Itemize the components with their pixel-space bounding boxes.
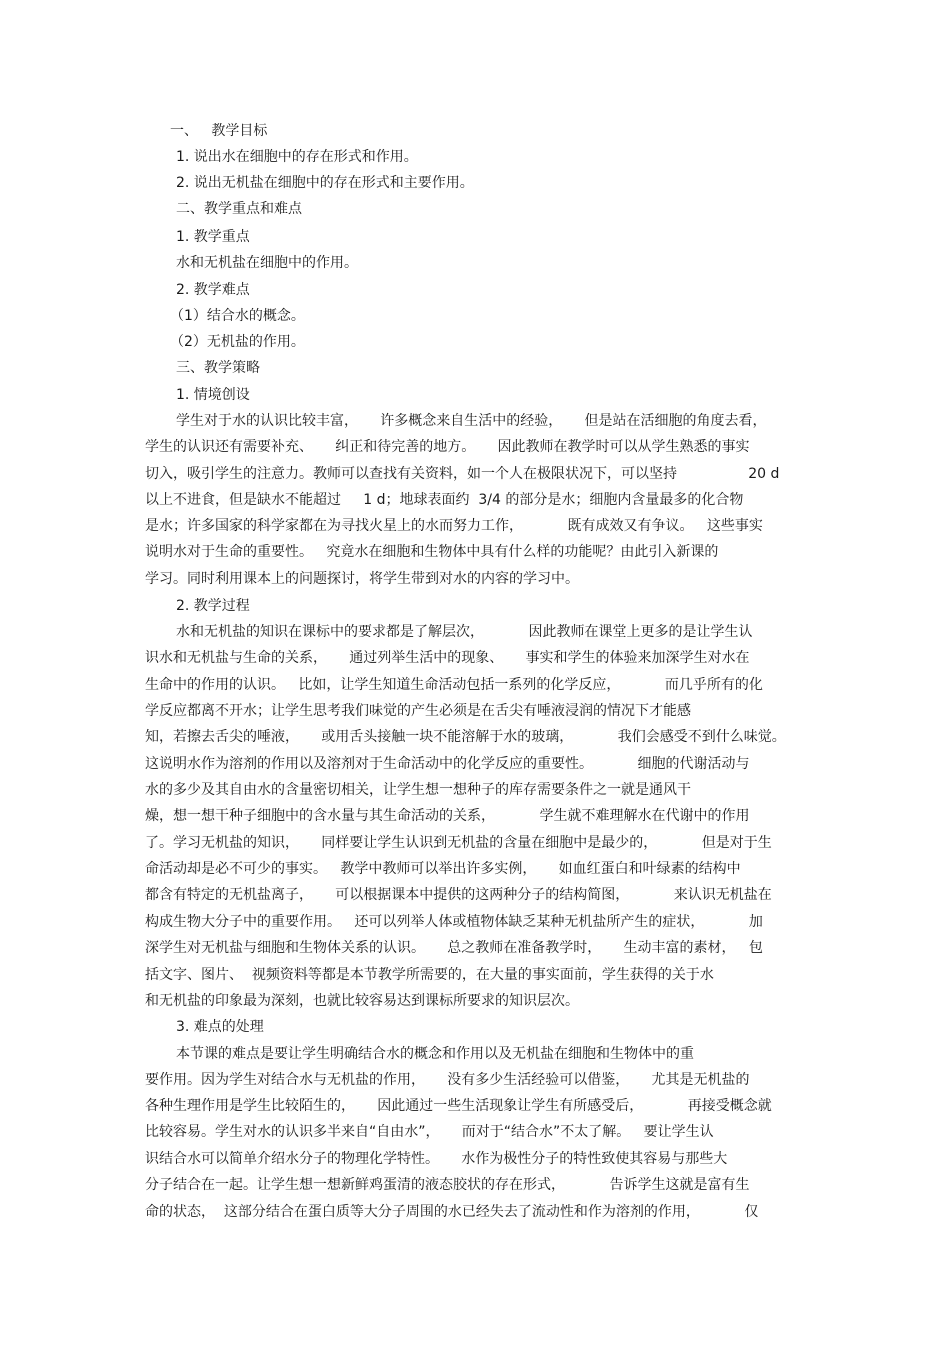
paragraph-line: 深学生对无机盐与细胞和生物体关系的认识。 总之教师在准备教学时， 生动丰富的素材， 包 bbox=[145, 940, 763, 956]
objective-item: 1. 说出水在细胞中的存在形式和作用。 bbox=[176, 149, 418, 165]
paragraph-line: 学习。同时利用课本上的问题探讨，将学生带到对水的内容的学习中。 bbox=[145, 571, 579, 587]
paragraph-line: 知，若擦去舌尖的唾液， 或用舌头接触一块不能溶解于水的玻璃， 我们会感受不到什么味觉。 bbox=[145, 729, 786, 745]
paragraph-line: 比较容易。学生对水的认识多半来自“自由水”， 而对于“结合水”不太了解。 要让学生认 bbox=[145, 1124, 714, 1140]
subsection-heading: 3. 难点的处理 bbox=[176, 1019, 264, 1035]
paragraph-line: 燥，想一想干种子细胞中的含水量与其生命活动的关系， 学生就不难理解水在代谢中的作用 bbox=[145, 808, 750, 824]
section-heading: 二、教学重点和难点 bbox=[176, 201, 302, 217]
paragraph-line: 切入，吸引学生的注意力。教师可以查找有关资料，如一个人在极限状况下，可以坚持 20 d bbox=[145, 466, 780, 482]
paragraph-line: 识水和无机盐与生命的关系， 通过列举生活中的现象、 事实和学生的体验来加深学生对水在 bbox=[145, 650, 750, 666]
paragraph-line: 要作用。因为学生对结合水与无机盐的作用， 没有多少生活经验可以借鉴， 尤其是无机盐的 bbox=[145, 1072, 750, 1088]
paragraph-line: 分子结合在一起。让学生想一想新鲜鸡蛋清的液态胶状的存在形式， 告诉学生这就是富有生 bbox=[145, 1177, 750, 1193]
paragraph-line: 说明水对于生命的重要性。 究竟水在细胞和生物体中具有什么样的功能呢？由此引入新课的 bbox=[145, 544, 719, 560]
paragraph-line: 水和无机盐在细胞中的作用。 bbox=[176, 255, 358, 271]
paragraph-line: 是水；许多国家的科学家都在为寻找火星上的水而努力工作， 既有成效又有争议。 这些事实 bbox=[145, 518, 763, 534]
list-item: （2）无机盐的作用。 bbox=[170, 334, 305, 350]
paragraph-line: 这说明水作为溶剂的作用以及溶剂对于生命活动中的化学反应的重要性。 细胞的代谢活动与 bbox=[145, 756, 750, 772]
paragraph-line: 水的多少及其自由水的含量密切相关，让学生想一想种子的库存需要条件之一就是通风干 bbox=[145, 782, 691, 798]
paragraph-line: 各种生理作用是学生比较陌生的， 因此通过一些生活现象让学生有所感受后， 再接受概念就 bbox=[145, 1098, 772, 1114]
paragraph-line: 水和无机盐的知识在课标中的要求都是了解层次， 因此教师在课堂上更多的是让学生认 bbox=[176, 624, 753, 640]
paragraph-line: 本节课的难点是要让学生明确结合水的概念和作用以及无机盐在细胞和生物体中的重 bbox=[176, 1046, 694, 1062]
subsection-heading: 2. 教学过程 bbox=[176, 598, 250, 614]
paragraph-line: 命的状态， 这部分结合在蛋白质等大分子周围的水已经失去了流动性和作为溶剂的作用， 仅 bbox=[145, 1204, 759, 1220]
paragraph-line: 了。学习无机盐的知识， 同样要让学生认识到无机盐的含量在细胞中是最少的， 但是对于生 bbox=[145, 835, 772, 851]
subsection-heading: 1. 教学重点 bbox=[176, 229, 250, 245]
paragraph-line: 学生对于水的认识比较丰富， 许多概念来自生活中的经验， 但是站在活细胞的角度去看， bbox=[176, 413, 767, 429]
subsection-heading: 2. 教学难点 bbox=[176, 282, 250, 298]
paragraph-line: 以上不进食，但是缺水不能超过 1 d；地球表面约 3/4 的部分是水；细胞内含量最多的化合物 bbox=[145, 492, 744, 508]
paragraph-line: 命活动却是必不可少的事实。 教学中教师可以举出许多实例， 如血红蛋白和叶绿素的结构中 bbox=[145, 861, 741, 877]
subsection-heading: 1. 情境创设 bbox=[176, 387, 250, 403]
section-heading: 一、 教学目标 bbox=[170, 123, 268, 139]
paragraph-line: 学生的认识还有需要补充、 纠正和待完善的地方。 因此教师在教学时可以从学生熟悉的事实 bbox=[145, 439, 750, 455]
objective-item: 2. 说出无机盐在细胞中的存在形式和主要作用。 bbox=[176, 175, 474, 191]
paragraph-line: 都含有特定的无机盐离子， 可以根据课本中提供的这两种分子的结构简图， 来认识无机盐在 bbox=[145, 887, 772, 903]
paragraph-line: 识结合水可以简单介绍水分子的物理化学特性。 水作为极性分子的特性致使其容易与那些大 bbox=[145, 1151, 728, 1167]
paragraph-line: 构成生物大分子中的重要作用。 还可以列举人体或植物体缺乏某种无机盐所产生的症状， 加 bbox=[145, 914, 763, 930]
paragraph-line: 生命中的作用的认识。 比如，让学生知道生命活动包括一系列的化学反应， 而几乎所有的化 bbox=[145, 677, 763, 693]
paragraph-line: 学反应都离不开水；让学生思考我们味觉的产生必须是在舌尖有唾液浸润的情况下才能感 bbox=[145, 703, 691, 719]
section-heading: 三、教学策略 bbox=[176, 360, 260, 376]
paragraph-line: 和无机盐的印象最为深刻，也就比较容易达到课标所要求的知识层次。 bbox=[145, 993, 579, 1009]
list-item: （1）结合水的概念。 bbox=[170, 308, 305, 324]
paragraph-line: 括文字、图片、 视频资料等都是本节教学所需要的，在大量的事实面前，学生获得的关于水 bbox=[145, 967, 714, 983]
